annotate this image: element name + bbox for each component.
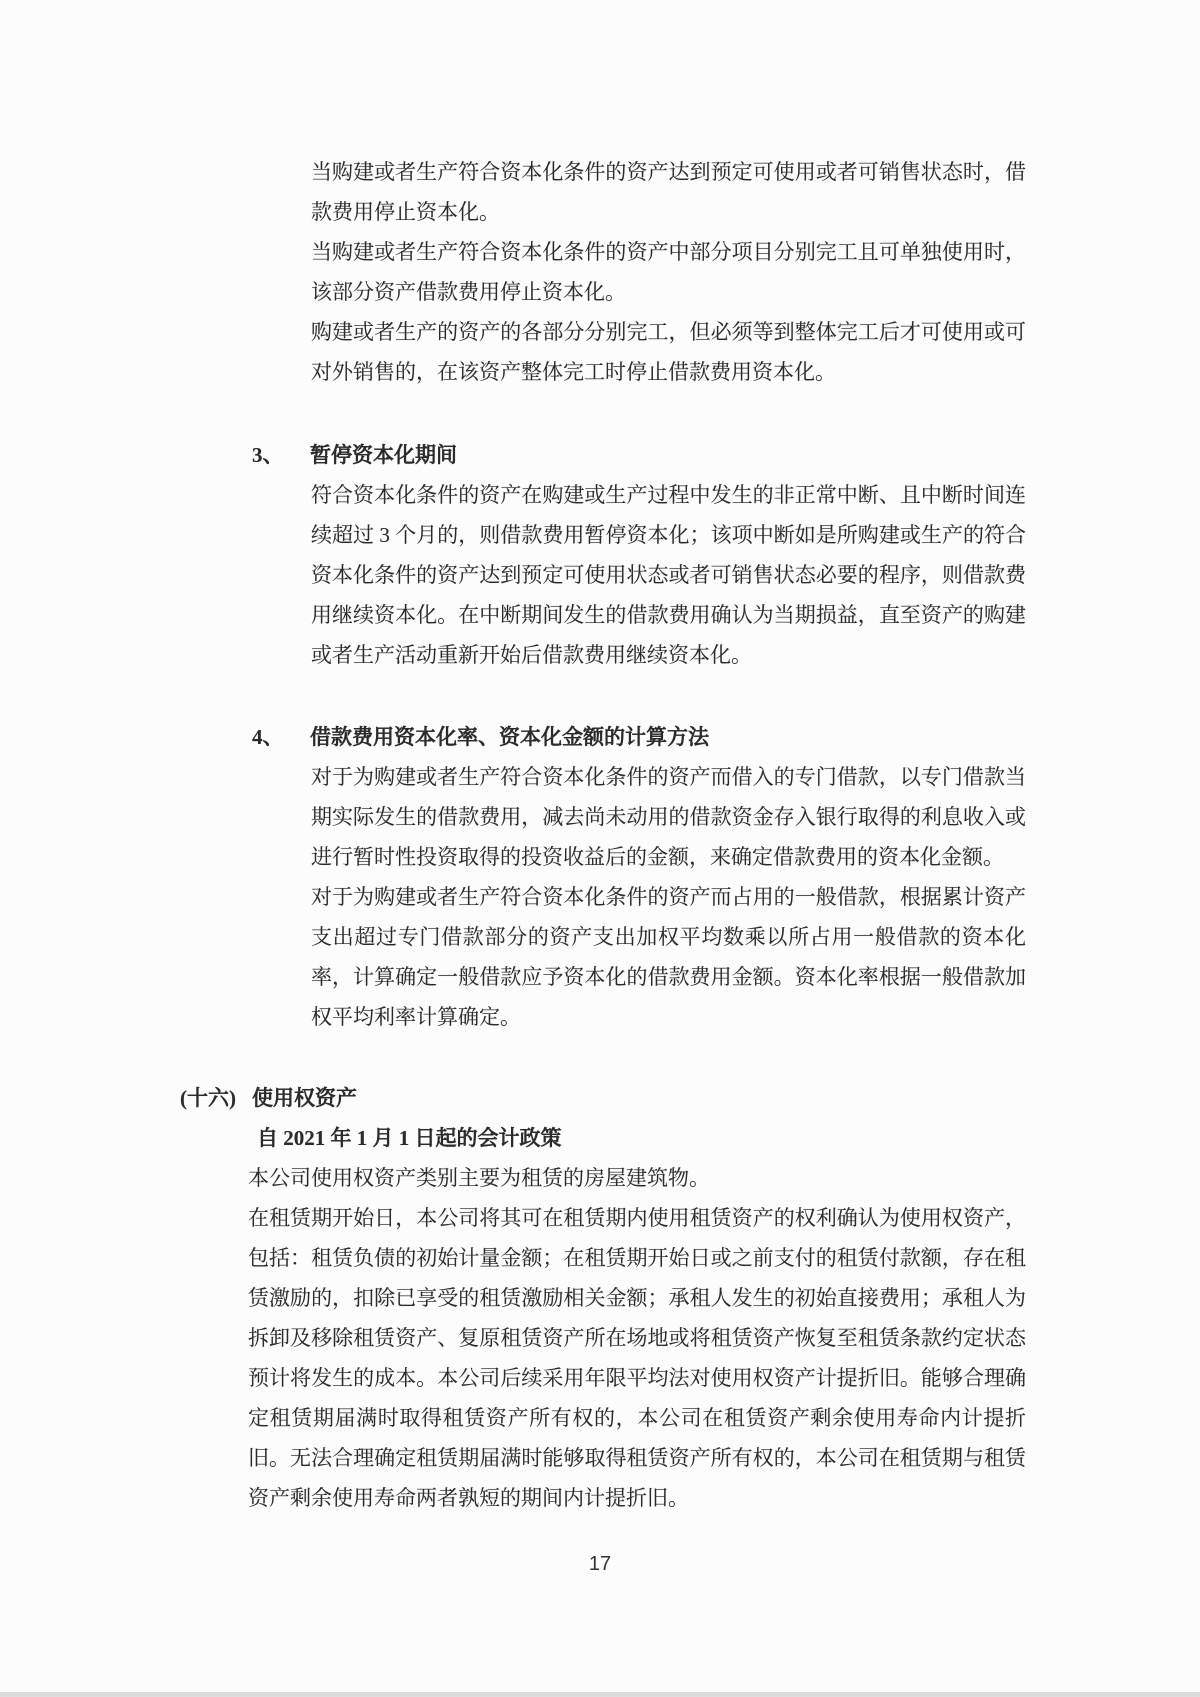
body-paragraph: 在租赁期开始日，本公司将其可在租赁期内使用租赁资产的权利确认为使用权资产，包括：租赁负债的初始计量金额；在租赁期开始日或之前支付的租赁付款额，存在租赁激励的，扣除已享受的租赁激励相关金额；承租人发生的初始直接费用；承租人为拆卸及移除租赁资产、复原租赁资产所在场地或将租赁资产恢复至租赁条款约定状态预计将发生的成本。本公司后续采用年限平均法对使用权资产计提折旧。能够合理确定租赁期届满时取得租赁资产所有权的，本公司在租赁资产剩余使用寿命内计提折旧。无法合理确定租赁期届满时能够取得租赁资产所有权的，本公司在租赁期与租赁资产剩余使用寿命两者孰短的期间内计提折旧。 (248, 1206, 1026, 1510)
section-paragraph: 对于为购建或者生产符合资本化条件的资产而借入的专门借款，以专门借款当期实际发生的借款费用，减去尚未动用的借款资金存入银行取得的利息收入或进行暂时性投资取得的投资收益后的金额，来确定借款费用的资本化金额。 (311, 765, 1026, 869)
section-paragraph: 对于为购建或者生产符合资本化条件的资产而占用的一般借款，根据累计资产支出超过专门借款部分的资产支出加权平均数乘以所占用一般借款的资本化率，计算确定一般借款应予资本化的借款费用金额。资本化率根据一般借款加权平均利率计算确定。 (311, 885, 1026, 1029)
subsection-16-heading (180, 1078, 1200, 1118)
body-paragraph: 本公司使用权资产类别主要为租赁的房屋建筑物。 (248, 1166, 710, 1190)
page-number: 17 (588, 1553, 612, 1575)
section-title: 暂停资本化期间 (310, 443, 457, 467)
scan-bottom-edge (0, 1692, 1200, 1697)
intro-paragraph: 购建或者生产的资产的各部分分别完工，但必须等到整体完工后才可使用或可对外销售的，在该资产整体完工时停止借款费用资本化。 (311, 320, 1026, 384)
policy-effective-date-heading: 自 2021 年 1 月 1 日起的会计政策 (257, 1126, 562, 1150)
subsection-title: 使用权资产 (252, 1086, 357, 1110)
section-4-heading (252, 717, 1200, 757)
section-3-body (311, 475, 1026, 675)
section-number: 3、 (252, 443, 284, 467)
intro-paragraph: 当购建或者生产符合资本化条件的资产达到预定可使用或者可销售状态时，借款费用停止资本化。 (311, 160, 1026, 224)
section-paragraph: 符合资本化条件的资产在购建或生产过程中发生的非正常中断、且中断时间连续超过 3 个月的，则借款费用暂停资本化；该项中断如是所购建或生产的符合资本化条件的资产达到预定可使用状态或者可销售状态必要的程序，则借款费用继续资本化。在中断期间发生的借款费用确认为当期损益，直至资产的购建或者生产活动重新开始后借款费用继续资本化。 (311, 483, 1026, 667)
section-4-body (311, 757, 1026, 1037)
section-title: 借款费用资本化率、资本化金额的计算方法 (310, 725, 709, 749)
section-number: 4、 (252, 725, 284, 749)
subsection-label: (十六) (180, 1086, 236, 1110)
subsection-16-body (248, 1158, 1026, 1518)
intro-paragraph: 当购建或者生产符合资本化条件的资产中部分项目分别完工且可单独使用时，该部分资产借款费用停止资本化。 (311, 240, 1026, 304)
borrowing-costs-cessation-block (311, 152, 1026, 392)
section-3-heading (252, 435, 1200, 475)
